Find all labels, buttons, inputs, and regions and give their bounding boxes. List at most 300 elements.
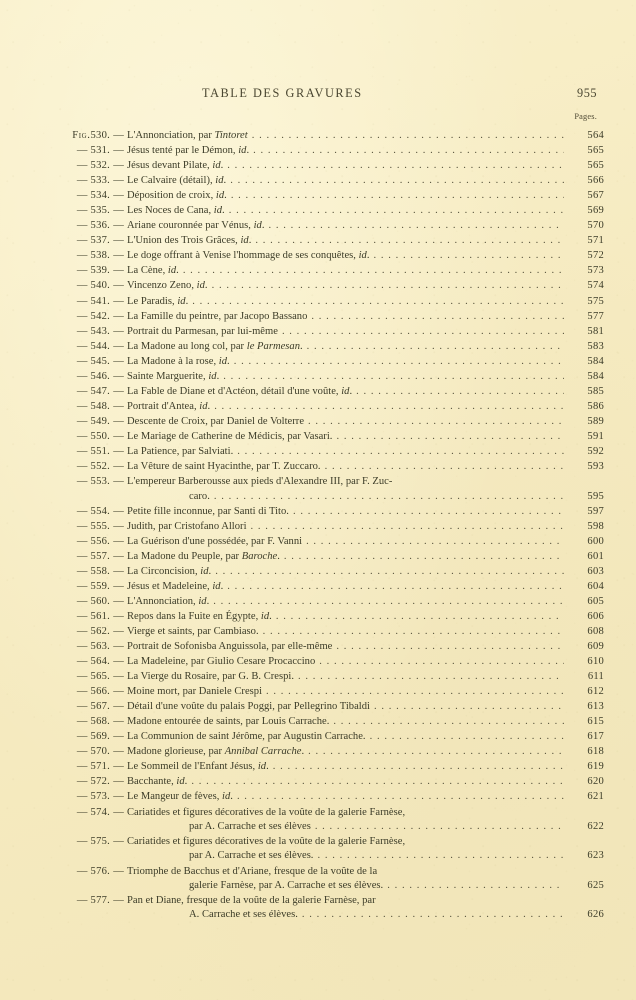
index-entry	[32, 670, 604, 684]
index-entry-line	[32, 550, 604, 564]
figure-number: — 576.	[76, 865, 110, 877]
dot-leader	[213, 596, 564, 608]
figure-caption: Le Mangeur de fèves, id.	[127, 791, 233, 803]
entry-dash: —	[113, 701, 124, 713]
figure-number: — 574.	[76, 806, 110, 818]
figure-caption: Cariatides et figures décoratives de la voûte de la galerie Farnèse,	[127, 806, 406, 818]
reference-page-number: 611	[587, 671, 604, 683]
entry-dash: —	[113, 520, 124, 532]
index-entry-line	[32, 775, 604, 789]
figure-number: — 543.	[76, 325, 110, 337]
dot-leader	[302, 910, 564, 922]
index-entry-line	[32, 279, 604, 293]
reference-page-number: 569	[587, 205, 604, 217]
entry-dash: —	[113, 461, 124, 473]
index-entry	[32, 700, 604, 714]
index-entry-line	[32, 204, 604, 218]
index-entry	[32, 730, 604, 744]
dot-leader	[253, 146, 564, 158]
figure-caption: La Circoncision, id.	[127, 565, 212, 577]
index-entry-line	[32, 505, 604, 519]
index-entry	[32, 625, 604, 639]
figure-number: — 551.	[76, 445, 110, 457]
figure-caption: La Madone du Peuple, par Baroche.	[127, 550, 280, 562]
figure-number: — 575.	[76, 836, 110, 848]
index-entry-line	[32, 249, 604, 263]
figure-caption: Jésus devant Pilate, id.	[127, 160, 224, 172]
figure-number: — 536.	[76, 220, 110, 232]
entry-dash: —	[113, 265, 124, 277]
artist-name-italic: id	[215, 175, 224, 187]
dot-leader	[307, 341, 564, 353]
index-entry-line	[32, 535, 604, 549]
index-entry-line	[32, 430, 604, 444]
figure-number: — 565.	[76, 671, 110, 683]
reference-page-number: 565	[587, 145, 604, 157]
index-entry	[32, 535, 604, 549]
reference-page-number: 575	[587, 295, 604, 307]
reference-page-number: 592	[587, 445, 604, 457]
figure-caption: Pan et Diane, fresque de la voûte de la galerie Farnèse, par	[127, 895, 376, 907]
figure-caption: Ariane couronnée par Vénus, id.	[127, 220, 265, 232]
artist-name-italic: id	[218, 355, 228, 367]
dot-leader	[325, 461, 564, 473]
index-entry-line	[32, 219, 604, 233]
index-entry-line	[32, 595, 604, 609]
reference-page-number: 577	[587, 310, 604, 322]
index-entry-line	[32, 460, 604, 474]
artist-name-italic: id	[213, 205, 223, 217]
index-entry	[32, 325, 604, 339]
reference-page-number: 572	[587, 250, 604, 262]
reference-page-number: 621	[587, 791, 604, 803]
figure-number: — 560.	[76, 595, 110, 607]
dot-leader	[192, 296, 564, 308]
index-entry	[32, 865, 604, 894]
entry-dash: —	[113, 310, 124, 322]
dot-leader	[183, 266, 564, 278]
figure-number: — 549.	[76, 415, 110, 427]
artist-name-italic: id	[358, 250, 367, 262]
figure-number: — 532.	[76, 160, 110, 172]
index-entry-line	[32, 610, 604, 624]
entry-dash: —	[113, 625, 124, 637]
figure-caption: Le doge offrant à Venise l'hommage de ses conquêtes, id.	[127, 250, 370, 262]
page-folio-number: 955	[577, 86, 597, 100]
reference-page-number: 604	[587, 580, 604, 592]
index-entry	[32, 189, 604, 203]
entry-dash: —	[113, 776, 124, 788]
figure-caption: Portrait de Sofonisba Anguissola, par elle-même	[127, 641, 333, 652]
entry-dash: —	[113, 355, 124, 367]
figure-number: — 563.	[76, 641, 110, 652]
figure-caption: Moine mort, par Daniele Crespi	[127, 686, 263, 698]
figure-caption-continued: caro.	[189, 490, 210, 502]
figure-number: — 557.	[76, 550, 110, 562]
dot-leader	[374, 702, 564, 714]
reference-page-number: 565	[587, 160, 604, 172]
figure-number: — 533.	[76, 175, 110, 187]
reference-page-number: 567	[587, 190, 604, 202]
entry-dash: —	[113, 190, 124, 202]
figure-number: — 538.	[76, 250, 110, 262]
reference-page-number: 605	[587, 595, 604, 607]
entry-dash: —	[113, 145, 124, 157]
index-entry	[32, 610, 604, 624]
index-entry-line	[32, 295, 604, 309]
index-entry	[32, 655, 604, 669]
reference-page-number: 609	[587, 641, 604, 652]
figure-number: — 545.	[76, 355, 110, 367]
reference-page-number: 584	[587, 370, 604, 382]
index-entry	[32, 159, 604, 173]
entry-dash: —	[113, 565, 124, 577]
reference-page-number: 564	[587, 130, 604, 141]
reference-page-number: 603	[587, 565, 604, 577]
entry-dash: —	[113, 445, 124, 457]
entry-dash: —	[113, 505, 124, 517]
figure-number: — 553.	[76, 476, 110, 488]
figure-number: — 570.	[76, 746, 110, 758]
figure-number: — 556.	[76, 535, 110, 547]
figure-caption: Triomphe de Bacchus et d'Ariane, fresque de la voûte de la	[127, 865, 378, 877]
index-entry	[32, 385, 604, 399]
figure-caption-continued: par A. Carrache et ses élèves	[189, 820, 311, 832]
artist-name-italic: id	[260, 610, 270, 622]
dot-leader	[237, 792, 564, 804]
figure-number: — 531.	[76, 145, 110, 157]
figure-caption: Petite fille inconnue, par Santi di Tito.	[127, 505, 289, 517]
reference-page-number: 585	[587, 385, 604, 397]
reference-page-number: 586	[587, 400, 604, 412]
dot-leader	[231, 191, 564, 203]
figure-number: — 550.	[76, 430, 110, 442]
index-entry	[32, 685, 604, 699]
dot-leader	[306, 536, 564, 548]
entry-dash: —	[113, 250, 124, 262]
figure-number: — 544.	[76, 340, 110, 352]
index-entry-line	[32, 340, 604, 354]
entry-dash: —	[113, 671, 124, 683]
index-entry-line	[32, 730, 604, 744]
entry-dash: —	[113, 325, 124, 337]
dot-leader	[263, 626, 564, 638]
figure-number: — 568.	[76, 716, 110, 728]
entry-dash: —	[113, 295, 124, 307]
index-entry	[32, 445, 604, 459]
entry-dash: —	[113, 175, 124, 187]
figure-caption: Vincenzo Zeno, id.	[127, 280, 208, 292]
index-entry-line	[32, 234, 604, 248]
figure-caption: Bacchante, id.	[127, 776, 188, 788]
reference-page-number: 625	[587, 879, 604, 891]
figure-number: — 542.	[76, 310, 110, 322]
artist-name-italic: id	[176, 776, 185, 788]
dot-leader	[223, 371, 564, 383]
dot-leader	[409, 836, 564, 848]
figure-caption: La Vêture de saint Hyacinthe, par T. Zuccaro.	[127, 461, 321, 473]
dot-leader	[251, 521, 564, 533]
figure-caption-continued: galerie Farnèse, par A. Carrache et ses élèves.	[189, 879, 384, 891]
figure-caption: La Cène, id.	[127, 265, 179, 277]
entry-dash: —	[113, 791, 124, 803]
dot-leader	[381, 866, 564, 878]
dot-leader	[282, 326, 564, 338]
dot-leader	[387, 880, 564, 892]
dot-leader	[293, 506, 564, 518]
figure-number: — 548.	[76, 400, 110, 412]
running-head-title: TABLE DES GRAVURES	[202, 86, 363, 100]
figure-caption: Repos dans la Fuite en Égypte, id.	[127, 610, 272, 622]
figure-caption: Sainte Marguerite, id.	[127, 370, 220, 382]
entry-dash: —	[113, 641, 124, 652]
dot-leader	[298, 672, 564, 684]
artist-name-italic: id	[212, 580, 221, 592]
dot-leader	[380, 895, 564, 907]
index-entry-line	[32, 144, 604, 158]
index-entry	[32, 505, 604, 519]
dot-leader	[214, 401, 564, 413]
dot-leader	[273, 762, 564, 774]
entry-dash: —	[113, 385, 124, 397]
index-entry	[32, 640, 604, 654]
artist-name-italic: id	[341, 385, 350, 397]
figure-number: — 573.	[76, 791, 110, 803]
figure-number: — 561.	[76, 610, 110, 622]
reference-page-number: 617	[587, 731, 604, 743]
figure-number: — 569.	[76, 731, 110, 743]
figure-caption: L'Union des Trois Grâces, id.	[127, 235, 252, 247]
index-entry-line	[32, 655, 604, 669]
reference-page-number: 574	[587, 280, 604, 292]
figure-caption: Madone entourée de saints, par Louis Carrache.	[127, 716, 330, 728]
index-entry-line	[32, 865, 604, 879]
reference-page-number: 573	[587, 265, 604, 277]
reference-page-number: 613	[587, 701, 604, 713]
index-entry-line	[32, 385, 604, 399]
figure-number: — 564.	[76, 656, 110, 668]
entry-dash: —	[113, 235, 124, 247]
reference-page-number: 610	[587, 656, 604, 668]
reference-page-number: 600	[587, 535, 604, 547]
artist-name-italic: id	[238, 145, 247, 157]
index-entry-line	[32, 129, 604, 143]
reference-page-number: 626	[587, 909, 604, 921]
artist-name-italic: id	[212, 160, 221, 172]
reference-page-number: 571	[587, 235, 604, 247]
index-entry-line	[32, 325, 604, 339]
index-entry	[32, 520, 604, 534]
figure-number: — 552.	[76, 461, 110, 473]
index-entry	[32, 790, 604, 804]
index-entry-line	[32, 625, 604, 639]
index-entry-line	[32, 835, 604, 849]
dot-leader	[370, 732, 564, 744]
index-entry	[32, 249, 604, 263]
reference-page-number: 583	[587, 340, 604, 352]
reference-page-number: 622	[587, 820, 604, 832]
index-entry	[32, 745, 604, 759]
index-entry	[32, 806, 604, 835]
index-entry-line	[32, 700, 604, 714]
index-entry-line	[32, 715, 604, 729]
artist-name-italic: le Parmesan	[246, 340, 300, 352]
reference-page-number: 619	[587, 761, 604, 773]
reference-page-number: 615	[587, 716, 604, 728]
index-entry-line	[32, 400, 604, 414]
entry-dash: —	[113, 370, 124, 382]
artist-name-italic: id	[253, 220, 262, 232]
reference-page-number: 601	[587, 550, 604, 562]
dot-leader	[214, 491, 564, 503]
index-entry-line	[32, 760, 604, 774]
index-entry-line	[32, 894, 604, 908]
dot-leader	[212, 281, 564, 293]
index-entry	[32, 400, 604, 414]
artist-name-italic: id	[257, 761, 267, 773]
figure-index-list	[32, 129, 604, 924]
artist-name-italic: id	[200, 565, 209, 577]
artist-name-italic: id	[198, 595, 207, 607]
index-entry	[32, 310, 604, 324]
figure-caption: Déposition de croix, id.	[127, 190, 227, 202]
dot-leader	[336, 431, 564, 443]
index-entry	[32, 430, 604, 444]
index-entry	[32, 460, 604, 474]
entry-dash: —	[113, 220, 124, 232]
index-entry	[32, 415, 604, 429]
entry-dash: —	[113, 340, 124, 352]
entry-dash: —	[113, 550, 124, 562]
index-entry-line	[32, 370, 604, 384]
entry-dash: —	[113, 746, 124, 758]
index-entry	[32, 580, 604, 594]
index-entry-line	[32, 580, 604, 594]
figure-caption: Le Paradis, id.	[127, 295, 189, 307]
index-entry	[32, 550, 604, 564]
entry-dash: —	[113, 205, 124, 217]
figure-caption: Détail d'une voûte du palais Poggi, par Pellegrino Tibaldi	[127, 701, 370, 713]
reference-page-number: 570	[587, 220, 604, 232]
reference-page-number: 593	[587, 461, 604, 473]
dot-leader	[317, 851, 564, 863]
dot-leader	[311, 311, 564, 323]
index-entry-line	[32, 565, 604, 579]
index-entry	[32, 295, 604, 309]
dot-leader	[308, 416, 564, 428]
figure-caption: Jésus et Madeleine, id.	[127, 580, 224, 592]
index-entry-continuation-line	[32, 820, 604, 834]
figure-number: — 559.	[76, 580, 110, 592]
index-entry-line	[32, 310, 604, 324]
dot-leader	[315, 821, 564, 833]
entry-dash: —	[113, 280, 124, 292]
entry-dash: —	[113, 806, 124, 818]
artist-name-italic: id	[177, 295, 186, 307]
artist-name-italic: id	[199, 400, 208, 412]
dot-leader	[255, 236, 564, 248]
artist-name-italic: id	[196, 280, 205, 292]
entry-dash: —	[113, 430, 124, 442]
index-entry	[32, 219, 604, 233]
dot-leader	[276, 611, 564, 623]
index-entry	[32, 234, 604, 248]
index-entry-continuation-line	[32, 490, 604, 504]
figure-caption: La Famille du peintre, par Jacopo Bassano	[127, 310, 308, 322]
reference-page-number: 584	[587, 355, 604, 367]
figure-number: — 555.	[76, 520, 110, 532]
entry-dash: —	[113, 400, 124, 412]
index-entry	[32, 565, 604, 579]
figure-caption: Cariatides et figures décoratives de la voûte de la galerie Farnèse,	[127, 836, 406, 848]
figure-caption: La Madone au long col, par le Parmesan.	[127, 340, 303, 352]
dot-leader	[374, 251, 564, 263]
entry-dash: —	[113, 731, 124, 743]
reference-page-number: 566	[587, 175, 604, 187]
index-entry	[32, 715, 604, 729]
reference-page-number: 581	[587, 325, 604, 337]
index-entry-line	[32, 806, 604, 820]
index-entry	[32, 144, 604, 158]
index-entry-line	[32, 640, 604, 654]
figure-number: — 539.	[76, 265, 110, 277]
figure-number: — 572.	[76, 776, 110, 788]
entry-dash: —	[113, 476, 124, 488]
index-entry	[32, 355, 604, 369]
figure-caption: L'Annonciation, par Tintoret	[127, 130, 248, 141]
figure-number: — 571.	[76, 761, 110, 773]
figure-caption: Portrait d'Antea, id.	[127, 400, 211, 412]
figure-number: — 541.	[76, 295, 110, 307]
dot-leader	[269, 221, 564, 233]
figure-number: — 537.	[76, 235, 110, 247]
reference-page-number: 608	[587, 625, 604, 637]
reference-page-number: 620	[587, 776, 604, 788]
figure-number: — 558.	[76, 565, 110, 577]
index-entry	[32, 835, 604, 864]
index-entry-continuation-line	[32, 879, 604, 893]
artist-name-italic: id	[167, 265, 177, 277]
index-entry	[32, 475, 604, 504]
entry-dash: —	[113, 716, 124, 728]
index-entry	[32, 279, 604, 293]
figure-number: — 567.	[76, 701, 110, 713]
figure-caption: Portrait du Parmesan, par lui-même	[127, 325, 278, 337]
index-entry-line	[32, 355, 604, 369]
dot-leader	[308, 747, 564, 759]
figure-number: — 562.	[76, 625, 110, 637]
figure-number: — 577.	[76, 895, 110, 907]
figure-number: — 554.	[76, 505, 110, 517]
reference-page-number: 597	[587, 505, 604, 517]
dot-leader	[191, 777, 564, 789]
index-entry-line	[32, 174, 604, 188]
dot-leader	[227, 581, 564, 593]
artist-name-italic: Baroche	[241, 550, 278, 562]
reference-page-number: 618	[587, 746, 604, 758]
entry-dash: —	[113, 686, 124, 698]
reference-page-number: 606	[587, 610, 604, 622]
figure-caption: Le Calvaire (détail), id.	[127, 175, 227, 187]
index-entry	[32, 340, 604, 354]
entry-dash: —	[113, 656, 124, 668]
figure-caption: Les Noces de Cana, id.	[127, 205, 225, 217]
figure-caption: La Vierge du Rosaire, par G. B. Crespi.	[127, 671, 295, 683]
reference-page-number: 612	[587, 686, 604, 698]
dot-leader	[234, 356, 564, 368]
figure-number: — 535.	[76, 205, 110, 217]
index-entry	[32, 894, 604, 923]
